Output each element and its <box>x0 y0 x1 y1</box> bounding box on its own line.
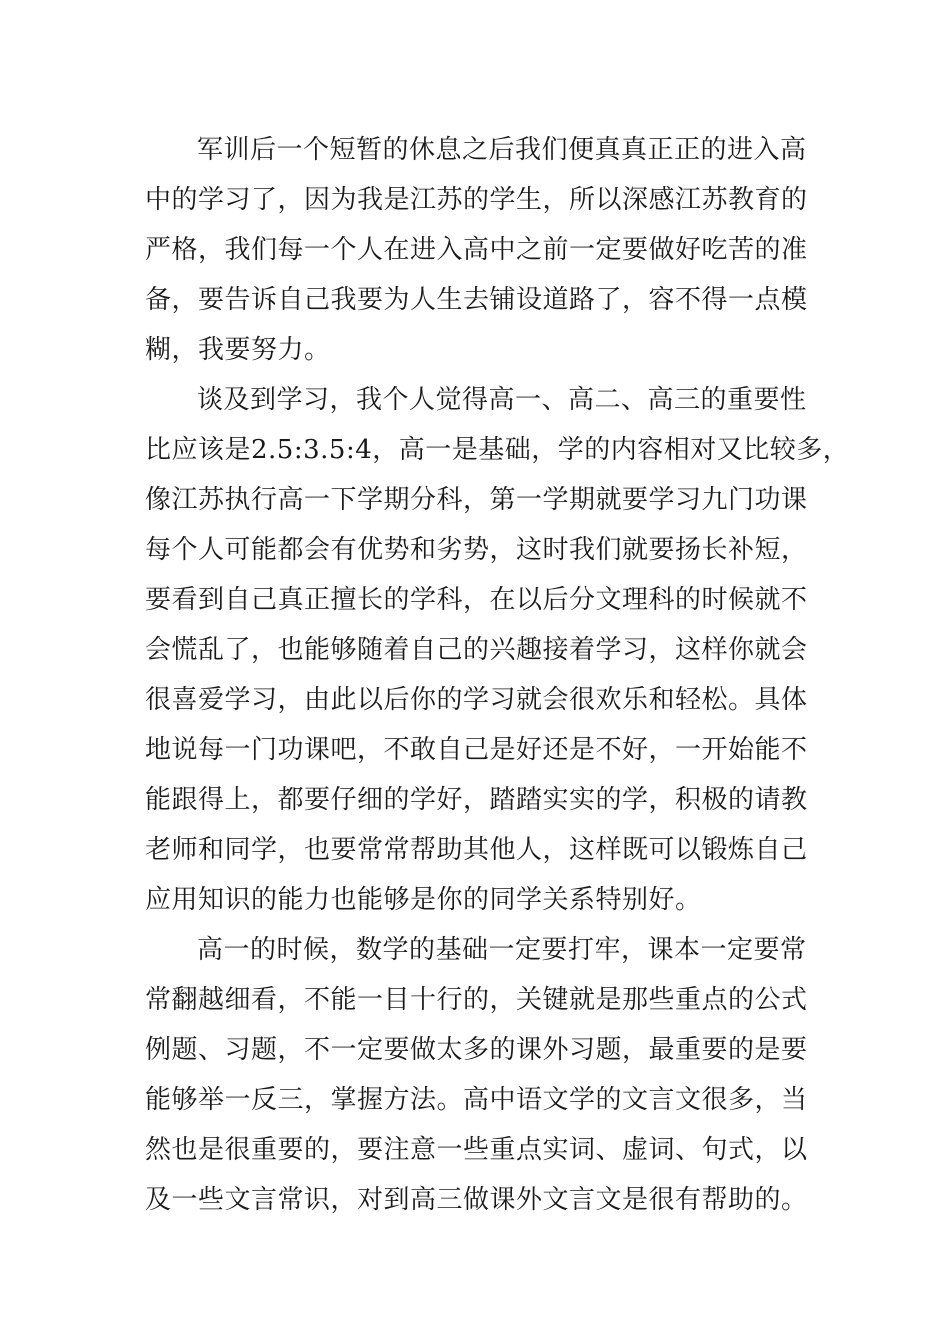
text-line: 谈及到学习，我个人觉得高一、高二、高三的重要性 <box>197 385 807 415</box>
text-line: 要看到自己真正擅长的学科，在以后分文理科的时候就不 <box>145 585 808 615</box>
text-line: 然也是很重要的，要注意一些重点实词、虚词、句式，以 <box>145 1135 808 1165</box>
text-line: 每个人可能都会有优势和劣势，这时我们就要扬长补短， <box>145 535 808 565</box>
text-line: 中的学习了，因为我是江苏的学生，所以深感江苏教育的 <box>145 185 808 215</box>
text-line: 地说每一门功课吧，不敢自己是好还是不好，一开始能不 <box>145 735 808 765</box>
text-line: 会慌乱了，也能够随着自己的兴趣接着学习，这样你就会 <box>145 635 808 665</box>
text-line: 比应该是2.5:3.5:4，高一是基础，学的内容相对又比较多， <box>145 435 850 465</box>
text-line: 能够举一反三，掌握方法。高中语文学的文言文很多，当 <box>145 1085 808 1115</box>
text-line: 很喜爱学习，由此以后你的学习就会很欢乐和轻松。具体 <box>145 685 808 715</box>
text-line: 糊，我要努力。 <box>145 335 331 365</box>
document-body <box>145 125 850 1225</box>
text-line: 高一的时候，数学的基础一定要打牢，课本一定要常 <box>197 935 807 965</box>
text-line: 老师和同学，也要常常帮助其他人，这样既可以锻炼自己 <box>145 835 808 865</box>
text-line: 备，要告诉自己我要为人生去铺设道路了，容不得一点模 <box>145 285 808 315</box>
text-line: 像江苏执行高一下学期分科，第一学期就要学习九门功课 <box>145 485 808 515</box>
text-line: 军训后一个短暂的休息之后我们便真真正正的进入高 <box>197 135 807 165</box>
text-line: 例题、习题，不一定要做太多的课外习题，最重要的是要 <box>145 1035 808 1065</box>
text-line: 及一些文言常识，对到高三做课外文言文是很有帮助的。 <box>145 1185 808 1215</box>
text-line: 能跟得上，都要仔细的学好，踏踏实实的学，积极的请教 <box>145 785 808 815</box>
text-line: 应用知识的能力也能够是你的同学关系特别好。 <box>145 885 702 915</box>
text-line: 严格，我们每一个人在进入高中之前一定要做好吃苦的准 <box>145 235 808 265</box>
text-line: 常翻越细看，不能一目十行的，关键就是那些重点的公式 <box>145 985 808 1015</box>
